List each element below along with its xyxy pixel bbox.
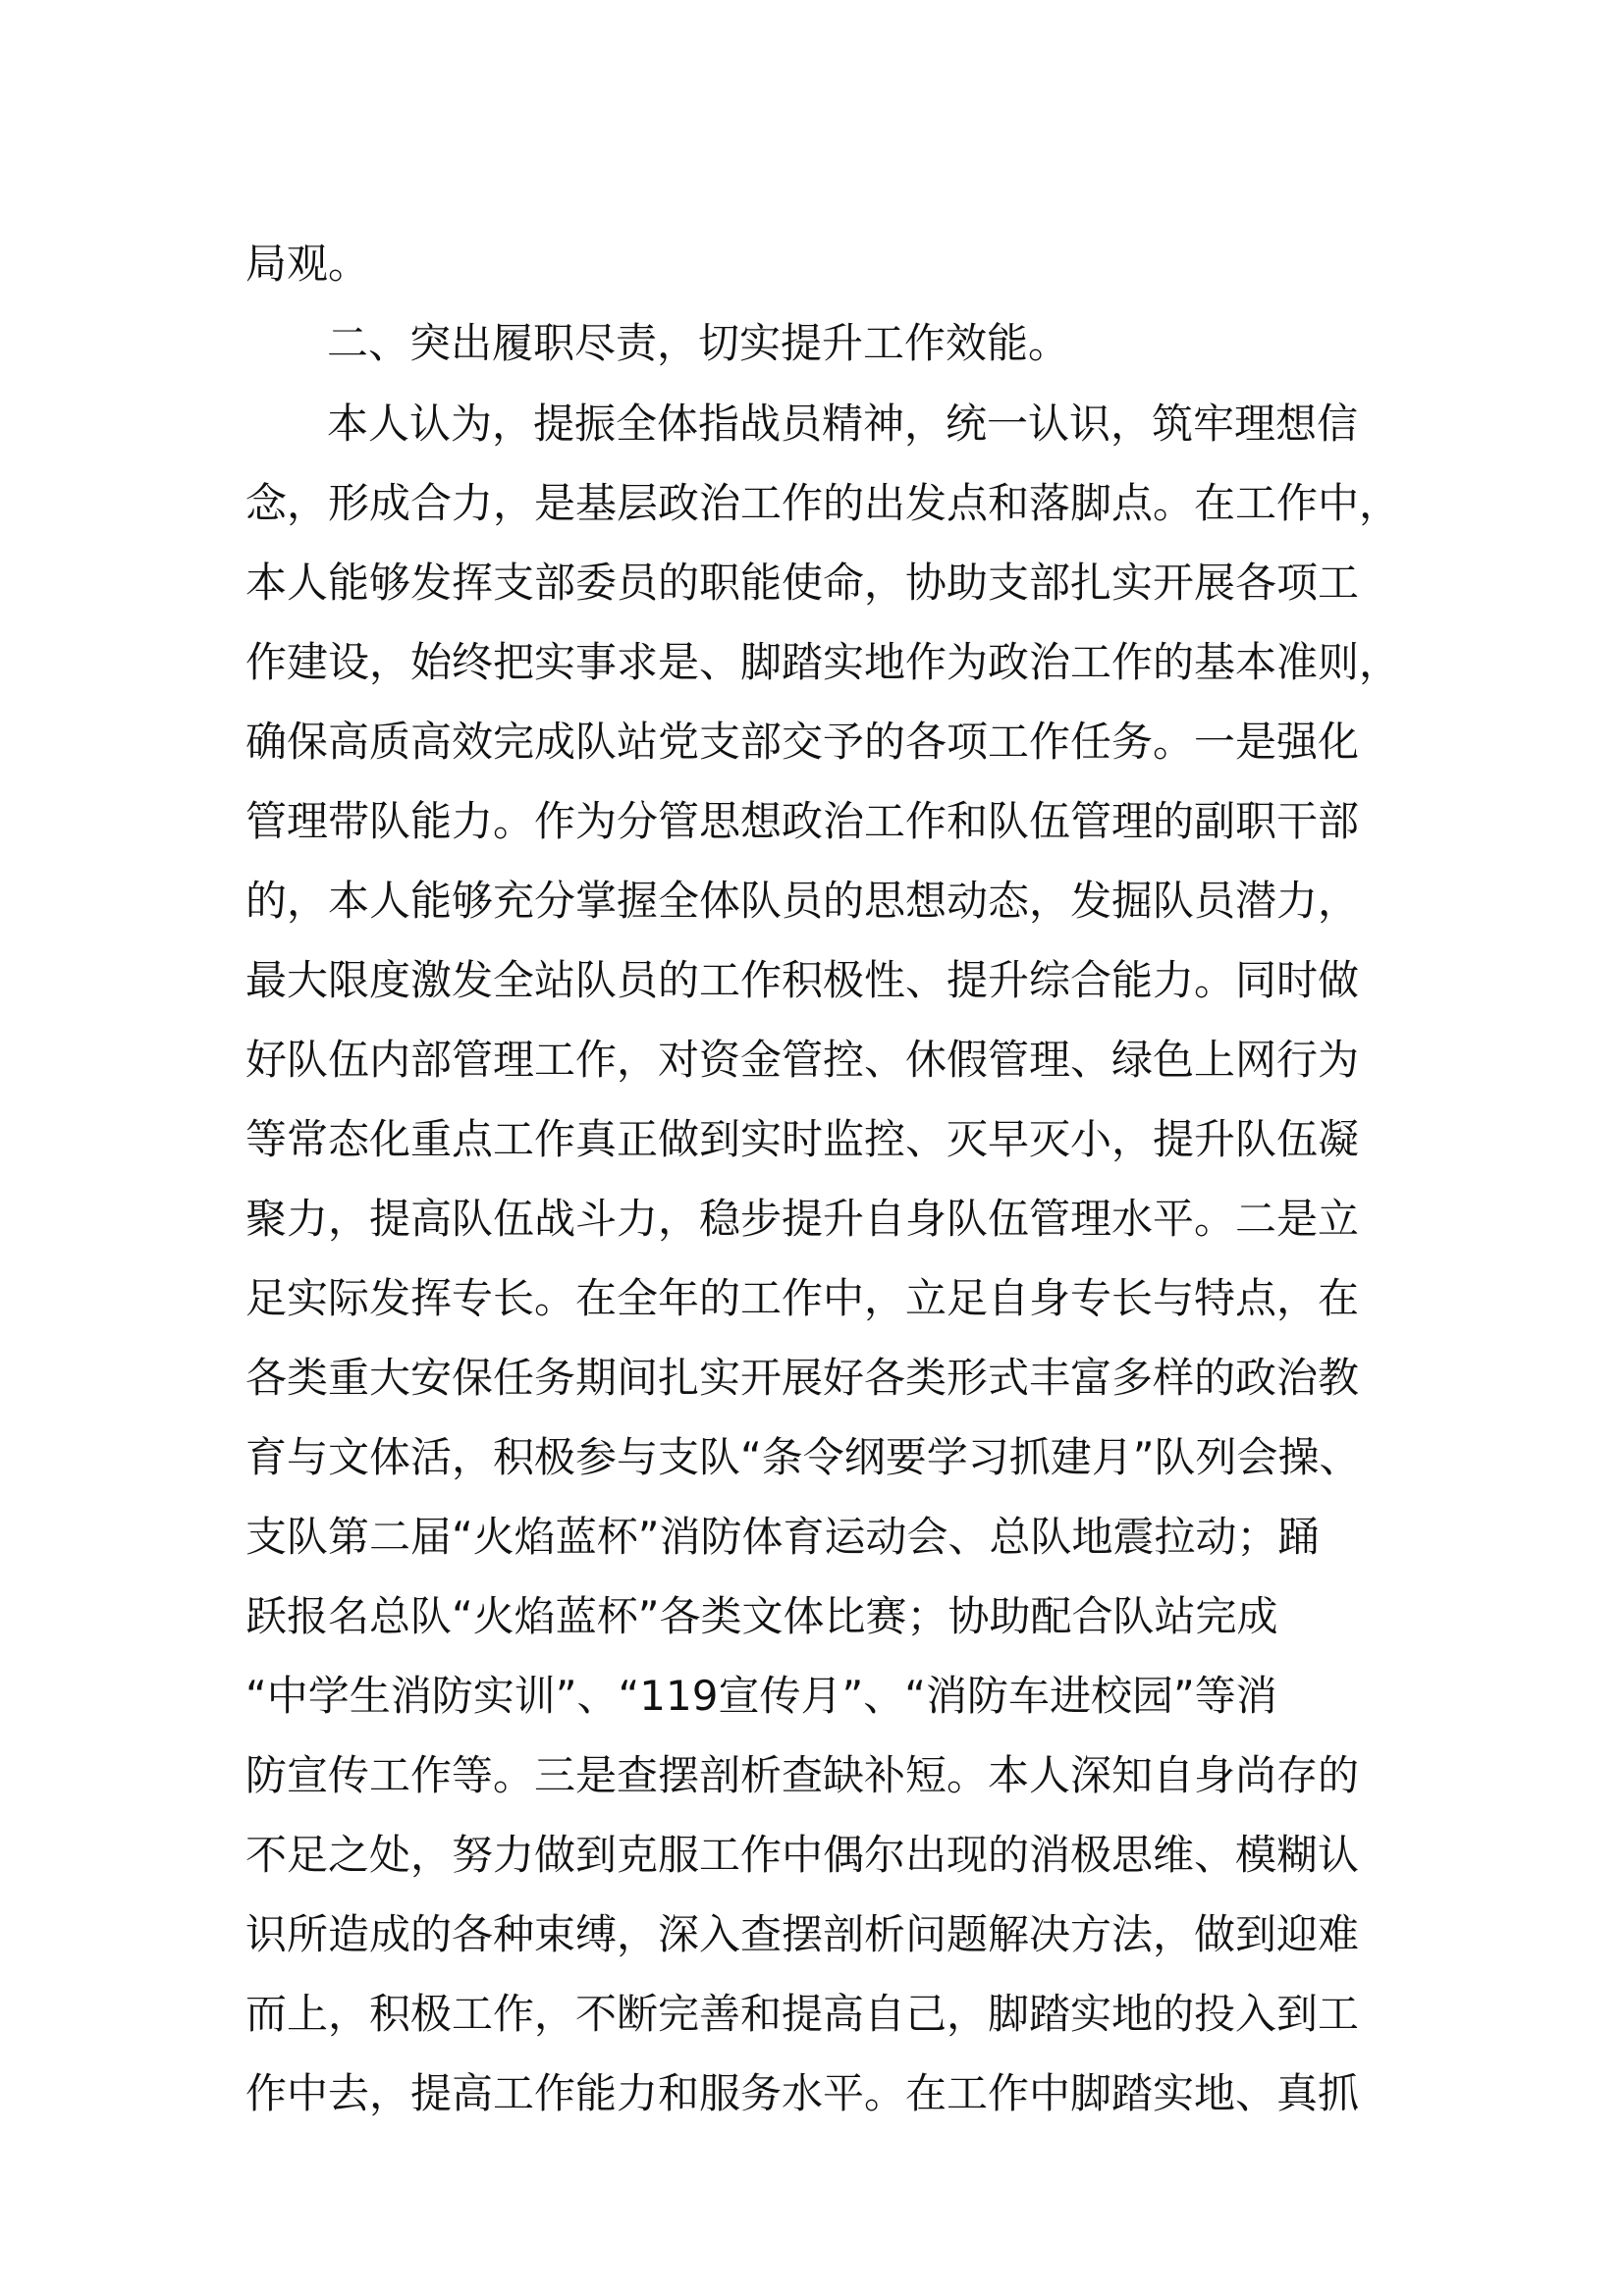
paragraph-line: 本人能够发挥支部委员的职能使命，协助支部扎实开展各项工 [245, 559, 1360, 607]
paragraph-line: 跃报名总队“火焰蓝杯”各类文体比赛；协助配合队站完成 [245, 1592, 1278, 1640]
continuation-line: 局观。 [245, 240, 370, 288]
paragraph-line: 作中去，提高工作能力和服务水平。在工作中脚踏实地、真抓 [245, 2069, 1360, 2117]
paragraph-line: 防宣传工作等。三是查摆剖析查缺补短。本人深知自身尚存的 [245, 1751, 1360, 1799]
paragraph-line: “中学生消防实训”、“119宣传月”、“消防车进校园”等消 [245, 1672, 1277, 1720]
paragraph-line: 聚力，提高队伍战斗力，稳步提升自身队伍管理水平。二是立 [245, 1195, 1360, 1243]
paragraph-line: 的，本人能够充分掌握全体队员的思想动态，发掘队员潜力， [245, 877, 1360, 925]
paragraph-line: 各类重大安保任务期间扎实开展好各类形式丰富多样的政治教 [245, 1354, 1360, 1402]
paragraph-line: 本人认为，提振全体指战员精神，统一认识，筑牢理想信 [327, 400, 1359, 448]
paragraph-line: 等常态化重点工作真正做到实时监控、灭早灭小，提升队伍凝 [245, 1115, 1360, 1163]
paragraph-line: 念，形成合力，是基层政治工作的出发点和落脚点。在工作中， [245, 479, 1401, 527]
paragraph-line: 作建设，始终把实事求是、脚踏实地作为政治工作的基本准则， [245, 638, 1401, 686]
paragraph-line: 管理带队能力。作为分管思想政治工作和队伍管理的副职干部 [245, 797, 1360, 845]
paragraph-line: 不足之处，努力做到克服工作中偶尔出现的消极思维、模糊认 [245, 1831, 1360, 1879]
paragraph-line: 育与文体活，积极参与支队“条令纲要学习抓建月”队列会操、 [245, 1433, 1361, 1481]
paragraph-line: 识所造成的各种束缚，深入查摆剖析问题解决方法，做到迎难 [245, 1910, 1360, 1958]
paragraph-line: 而上，积极工作，不断完善和提高自己，脚踏实地的投入到工 [245, 1990, 1360, 2038]
paragraph-line: 最大限度激发全站队员的工作积极性、提升综合能力。同时做 [245, 956, 1360, 1004]
section-heading: 二、突出履职尽责，切实提升工作效能。 [327, 319, 1070, 367]
paragraph-line: 确保高质高效完成队站党支部交予的各项工作任务。一是强化 [245, 718, 1360, 766]
paragraph-line: 足实际发挥专长。在全年的工作中，立足自身专长与特点，在 [245, 1274, 1360, 1322]
paragraph-line: 支队第二届“火焰蓝杯”消防体育运动会、总队地震拉动；踊 [245, 1513, 1320, 1561]
paragraph-line: 好队伍内部管理工作，对资金管控、休假管理、绿色上网行为 [245, 1036, 1360, 1084]
